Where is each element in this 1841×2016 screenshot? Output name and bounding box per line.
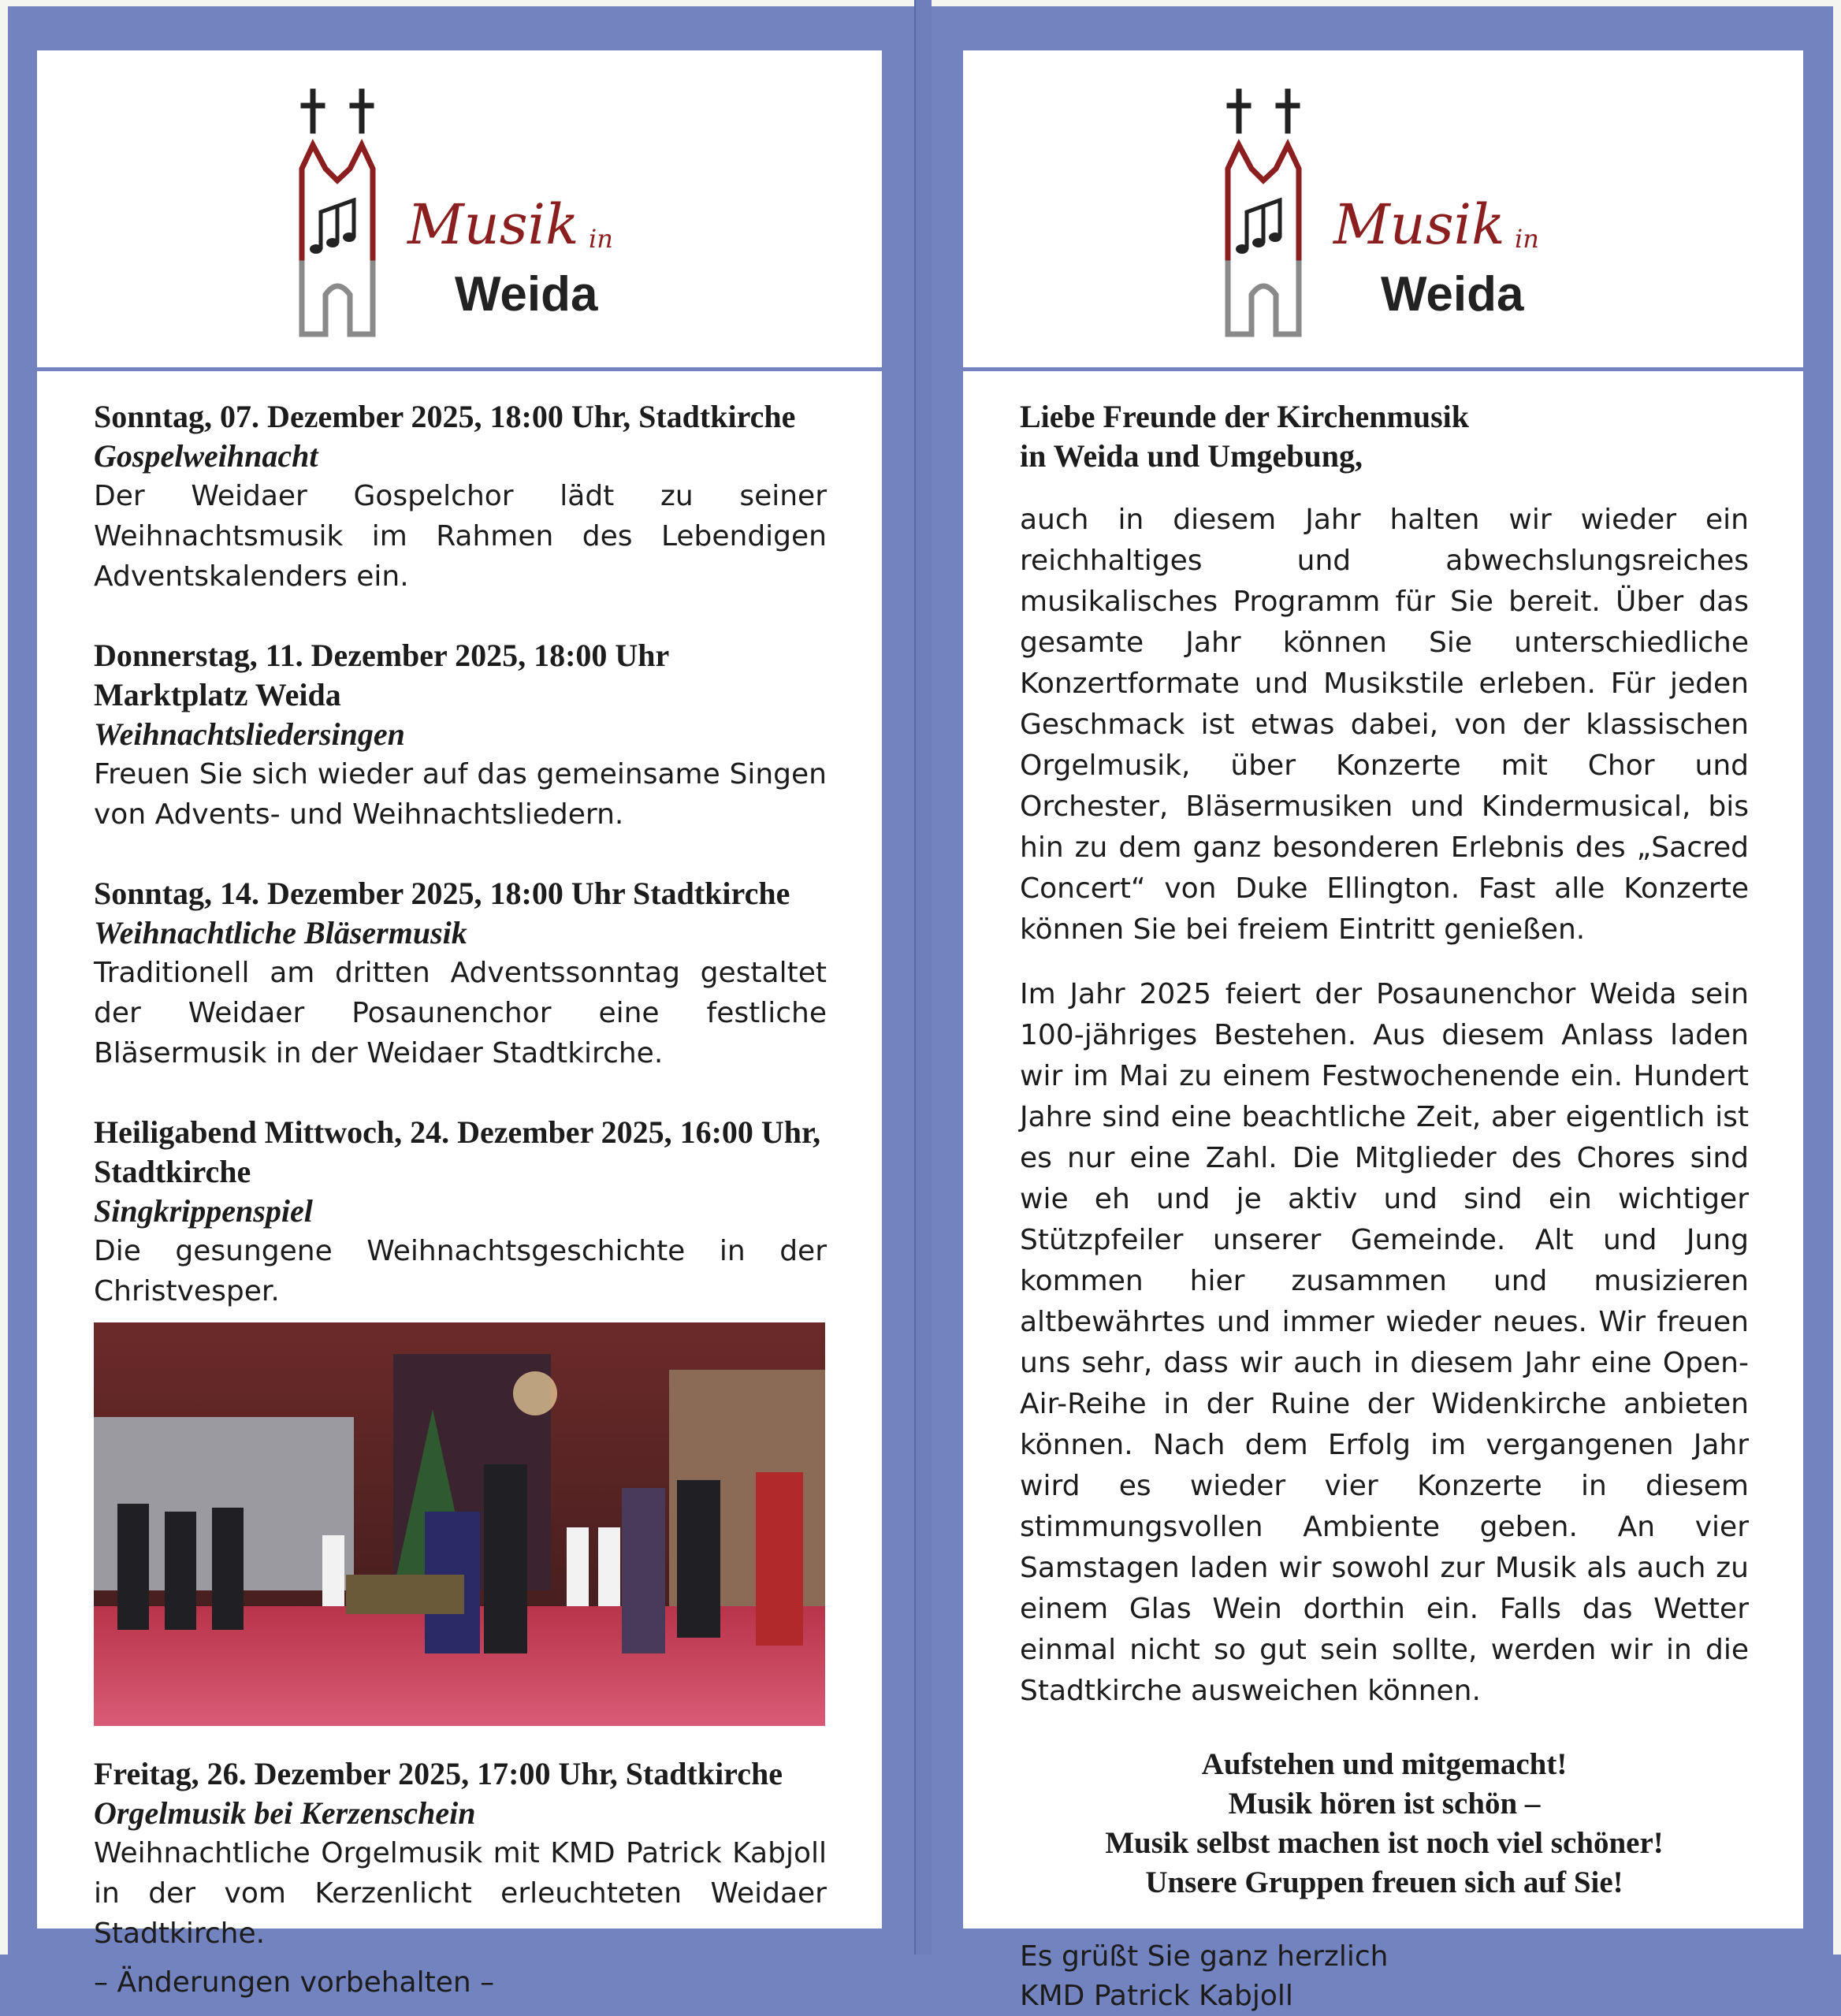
motto-line: Unsere Gruppen freuen sich auf Sie!: [1145, 1865, 1623, 1899]
logo-small: in: [589, 224, 613, 254]
letter-closing: [1020, 1937, 1749, 2016]
church-icon: [302, 91, 373, 334]
event-date: Sonntag, 14. Dezember 2025, 18:00 Uhr Stadtkirche: [94, 876, 790, 911]
motto-line: Musik hören ist schön –: [1228, 1787, 1541, 1821]
event-title: Weihnachtliche Bläsermusik: [94, 915, 467, 950]
letter-body: [1020, 397, 1749, 2016]
nativity-play-photo: [94, 1322, 825, 1726]
event-list: [94, 397, 827, 2003]
event-title: Orgelmusik bei Kerzenschein: [94, 1795, 476, 1831]
motto-line: Aufstehen und mitgemacht!: [1201, 1747, 1568, 1781]
event-item: [94, 636, 827, 835]
event-date: Sonntag, 07. Dezember 2025, 18:00 Uhr, Stadtkirche: [94, 399, 796, 434]
event-title: Gospelweihnacht: [94, 438, 318, 474]
scan-edge-left: [0, 0, 8, 1955]
greeting-line: Liebe Freunde der Kirchenmusik: [1020, 399, 1470, 434]
closing-line: Es grüßt Sie ganz herzlich: [1020, 1940, 1389, 1973]
letter-panel: [963, 50, 1803, 2012]
musik-in-weida-logo: [1223, 82, 1554, 342]
scan-edge-right: [1833, 0, 1841, 1955]
letter-paragraph: Im Jahr 2025 feiert der Posaunenchor Weida sein 100-jähriges Bestehen. Aus diesem Anlass laden wir im Mai zu einem Festwochenende ein. Hundert Jahre sind eine beachtliche Zeit, aber eigentlich ist es nur eine Zahl. Die Mitglieder des Chores sind wie eh und je aktiv und sind ein wichtiger Stützpfeiler unserer Gemeinde. Alt und Jung kommen hier zusammen und musizieren altbewährtes und immer wieder neues. Wir freuen uns sehr, dass wir auch in diesem Jahr eine Open-Air-Reihe in der Ruine der Widenkirche anbieten können. Nach dem Erfolg im vergangenen Jahr wird es wieder vier Konzerte in diesem stimmungsvollen Ambiente geben. An vier Samstagen laden wir sowohl zur Musik als auch zu einem Glas Wein dorthin ein. Falls das Wetter einmal nicht so gut sein sollte, werden wir in die Stadtkirche ausweichen können.: [1020, 978, 1749, 1707]
event-title: Weihnachtsliedersingen: [94, 716, 405, 752]
logo-small: in: [1515, 224, 1539, 254]
musik-in-weida-logo: [297, 82, 628, 342]
signature-name: KMD Patrick Kabjoll: [1020, 1980, 1293, 2012]
logo-script: Musik: [1333, 192, 1505, 257]
event-description: Traditionell am dritten Adventssonntag gestaltet der Weidaer Posaunenchor eine festliche Bläsermusik in der Weidaer Stadtkirche.: [94, 957, 827, 1069]
panel-header: [37, 50, 882, 371]
church-icon: [1228, 91, 1299, 334]
fold-line: [914, 0, 932, 1955]
logo-script: Musik: [407, 192, 579, 257]
motto-line: Musik selbst machen ist noch viel schöner!: [1105, 1826, 1664, 1860]
event-title: Singkrippenspiel: [94, 1193, 313, 1229]
logo-town: Weida: [455, 267, 598, 322]
event-item: [94, 1113, 827, 1311]
event-date: Donnerstag, 11. Dezember 2025, 18:00 Uhr Marktplatz Weida: [94, 638, 669, 712]
logo-town: Weida: [1381, 267, 1524, 322]
panel-header: [963, 50, 1803, 371]
event-description: Freuen Sie sich wieder auf das gemeinsame Singen von Advents- und Weihnachtsliedern.: [94, 758, 827, 831]
letter-paragraph: auch in diesem Jahr halten wir wieder ein reichhaltiges und abwechslungsreiches musikalisches Programm für Sie bereit. Über das gesamte Jahr können Sie unterschiedliche Konzertformate und Musikstile erleben. Für jeden Geschmack ist etwas dabei, von der klassischen Orgelmusik, über Konzerte mit Chor und Orchester, Bläsermusiken und Kindermusical, bis hin zu dem ganz besonderen Erlebnis des „Sacred Concert“ von Duke Ellington. Fast alle Konzerte können Sie bei freiem Eintritt genießen.: [1020, 504, 1749, 946]
event-date: Heiligabend Mittwoch, 24. Dezember 2025, 16:00 Uhr, Stadtkirche: [94, 1114, 821, 1189]
event-description: Weihnachtliche Orgelmusik mit KMD Patrick Kabjoll in der vom Kerzenlicht erleuchteten Weidaer Stadtkirche.: [94, 1837, 827, 1950]
letter-greeting: [1020, 397, 1749, 476]
event-date: Freitag, 26. Dezember 2025, 17:00 Uhr, Stadtkirche: [94, 1756, 783, 1791]
event-item: [94, 1754, 827, 1954]
changes-note: – Änderungen vorbehalten –: [94, 1966, 495, 1999]
event-description: Die gesungene Weihnachtsgeschichte in der Christvesper.: [94, 1235, 827, 1307]
event-item: [94, 874, 827, 1073]
greeting-line: in Weida und Umgebung,: [1020, 438, 1363, 474]
letter-motto: [1020, 1745, 1749, 1903]
event-item: [94, 397, 827, 597]
event-description: Der Weidaer Gospelchor lädt zu seiner Weihnachtsmusik im Rahmen des Lebendigen Adventskalenders ein.: [94, 480, 827, 593]
program-panel: [37, 50, 882, 1999]
